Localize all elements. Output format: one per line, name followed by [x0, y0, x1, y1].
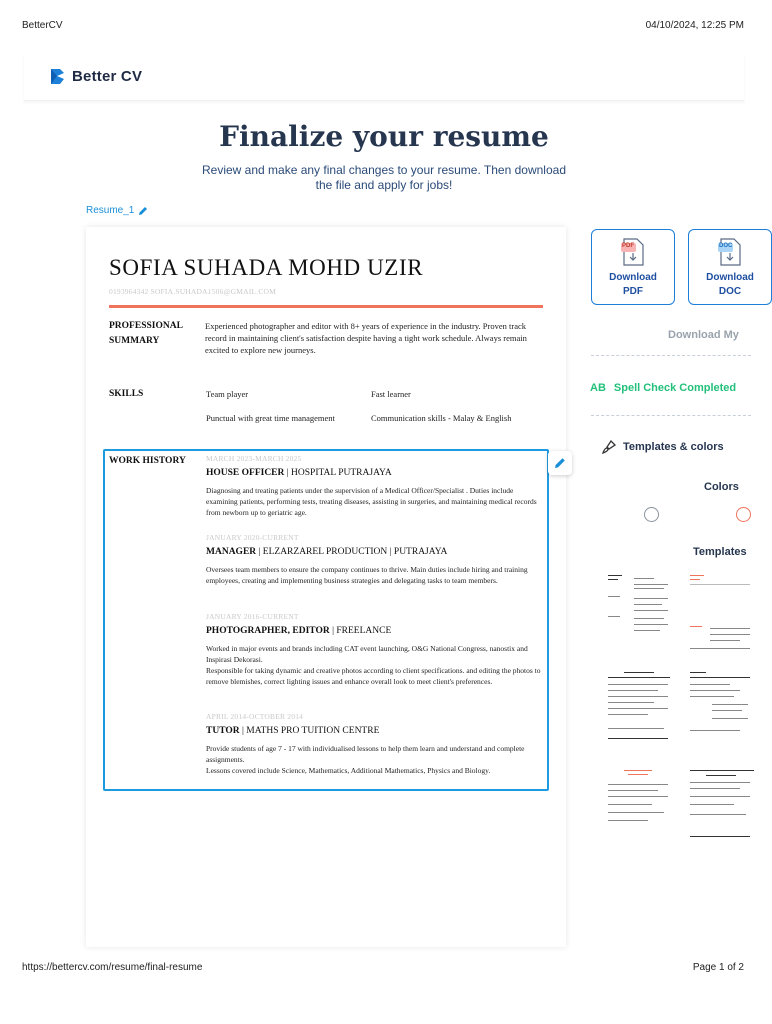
- job-description: Provide students of age 7 - 17 with individualised lessons to help them learn and understand and complete assignments.: [206, 744, 525, 764]
- colors-heading: Colors: [704, 481, 739, 493]
- template-thumbnail[interactable]: [604, 570, 676, 658]
- skills-heading[interactable]: SKILLS: [109, 389, 144, 399]
- job-dates: APRIL 2014-OCTOBER 2014: [206, 712, 304, 721]
- logo-icon: [48, 66, 68, 86]
- resume-divider: [109, 305, 543, 308]
- job-entry: [206, 712, 544, 776]
- summary-heading[interactable]: PROFESSIONAL SUMMARY: [109, 321, 183, 346]
- right-panel: [580, 220, 754, 960]
- resume-name-link[interactable]: [86, 205, 148, 216]
- color-swatch-coral[interactable]: [736, 507, 751, 522]
- templates-heading: Templates: [693, 546, 747, 558]
- doc-badge: DOC: [719, 243, 733, 249]
- download-doc-label: Download DOC: [706, 272, 754, 297]
- job-description: Oversees team members to ensure the company continues to thrive. Main duties include hiring and training employees, creating and implementing business strategies and delegating tasks to team members.: [206, 565, 528, 585]
- print-app-title: BetterCV: [22, 20, 63, 31]
- download-my-link[interactable]: Download My: [668, 329, 739, 341]
- job-dates: JANUARY 2020-CURRENT: [206, 533, 299, 542]
- color-swatch-white[interactable]: [644, 507, 659, 522]
- job-title: PHOTOGRAPHER, EDITOR | FREELANCE: [206, 626, 392, 636]
- skill-item: Punctual with great time management: [206, 413, 335, 423]
- work-history-heading: WORK HISTORY: [109, 456, 186, 466]
- job-title: HOUSE OFFICER | HOSPITAL PUTRAJAYA: [206, 468, 392, 478]
- template-thumbnail[interactable]: [686, 668, 758, 756]
- job-title: TUTOR | MATHS PRO TUITION CENTRE: [206, 726, 380, 736]
- job-description: Worked in major events and brands including CAT event launching, O&G National Congress, nanostix and Inspirasi Dekorasi.: [206, 644, 528, 664]
- pdf-badge: PDF: [622, 243, 634, 249]
- template-thumbnail[interactable]: [604, 766, 676, 854]
- templates-colors-tab[interactable]: [602, 440, 724, 454]
- logo[interactable]: [48, 66, 142, 86]
- job-dates: MARCH 2023-MARCH 2025: [206, 454, 302, 463]
- divider: [591, 415, 751, 416]
- summary-text[interactable]: Experienced photographer and editor with 8+ years of experience in the industry. Proven track record in maintaining client's satisfaction despite having a tight work schedule. Always remain excited to explore new journeys.: [205, 321, 527, 355]
- resume-name: SOFIA SUHADA MOHD UZIR: [109, 255, 424, 280]
- divider: [591, 355, 751, 356]
- resume-name-label: Resume_1: [86, 205, 135, 216]
- job-dates: JANUARY 2016-CURRENT: [206, 612, 299, 621]
- skill-item: Communication skills - Malay & English: [371, 413, 512, 423]
- pencil-icon: [138, 206, 148, 216]
- job-description: Lessons covered include Science, Mathematics, Additional Mathematics, Physics and Biology.: [206, 766, 491, 775]
- print-url: https://bettercv.com/resume/final-resume: [22, 962, 203, 973]
- template-thumbnail[interactable]: [686, 570, 758, 658]
- job-description: Responsible for taking dynamic and creative photos according to client specifications. and editing the photos to remove blemishes, correct lighting issues and enhance overall look to meet client's preferences.: [206, 666, 541, 686]
- logo-text: Better CV: [72, 67, 143, 85]
- brush-icon: [602, 440, 616, 454]
- skill-item: Fast learner: [371, 389, 411, 399]
- app-header: [24, 52, 744, 101]
- print-datetime: 04/10/2024, 12:25 PM: [645, 20, 744, 31]
- templates-colors-label: Templates & colors: [623, 441, 724, 453]
- resume-preview: [86, 227, 566, 947]
- job-entry: [206, 533, 544, 586]
- download-pdf-button[interactable]: [591, 229, 675, 305]
- template-thumbnail[interactable]: [686, 766, 758, 854]
- spell-check-status: [590, 382, 736, 394]
- page-subtitle: Review and make any final changes to your resume. Then download the file and apply for jobs!: [202, 163, 566, 192]
- spell-check-label: Spell Check Completed: [613, 382, 737, 394]
- job-entry: [206, 612, 544, 687]
- edit-section-button[interactable]: [548, 451, 572, 475]
- resume-contact: 0193964342 SOFIA.SUHADA1506@GMAIL.COM: [109, 287, 277, 296]
- job-entry: [206, 454, 544, 518]
- job-description: Diagnosing and treating patients under the supervision of a Medical Officer/Specialist . Duties include examining patients, performing tests, treating diseases, assisting in surgeries, and maintaining medical records from newborn up to geriatric age.: [206, 486, 537, 517]
- download-pdf-label: Download PDF: [609, 272, 657, 297]
- download-doc-button[interactable]: [688, 229, 772, 305]
- job-title: MANAGER | ELZARZAREL PRODUCTION | PUTRAJAYA: [206, 547, 448, 557]
- pencil-icon: [554, 457, 566, 469]
- spell-check-icon: AB: [590, 382, 606, 394]
- skill-item: Team player: [206, 389, 249, 399]
- template-thumbnail[interactable]: [604, 668, 676, 756]
- page-title: Finalize your resume: [219, 120, 549, 153]
- print-page-number: Page 1 of 2: [692, 962, 744, 973]
